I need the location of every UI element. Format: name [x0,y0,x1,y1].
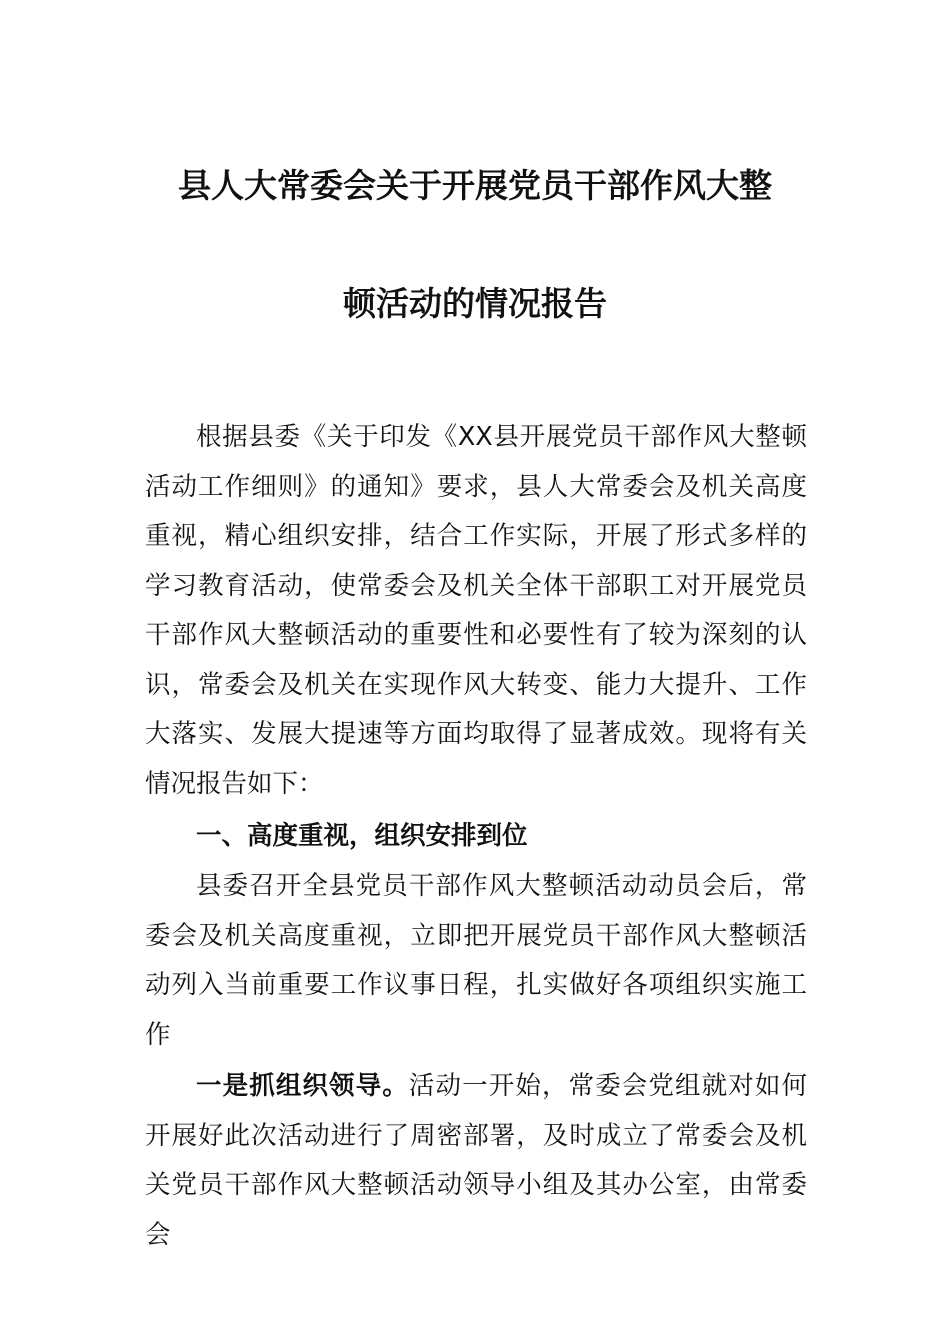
organization-paragraph-text: 活动一开始，常委会党组就对如何开展好此次活动进行了周密部署，及时成立了常委会及机关党员干部作风大整顿活动领导小组及其办公室，由常委会 [145,1071,807,1250]
intro-paragraph-block [145,413,807,809]
section-1-paragraph-block [145,862,807,1060]
document-title-line-1: 县人大常委会关于开展党员干部作风大整 [178,166,772,205]
section-heading-1: 一、高度重视，组织安排到位 [196,821,528,851]
intro-paragraph: 根据县委《关于印发《XX县开展党员干部作风大整顿活动工作细则》的通知》要求，县人大常委会及机关高度重视，精心组织安排，结合工作实际，开展了形式多样的学习教育活动，使常委会及机关全体干部职工对开展党员干部作风大整顿活动的重要性和必要性有了较为深刻的认识，常委会及机关在实现作风大转变、能力大提升、工作大落实、发展大提速等方面均取得了显著成效。现将有关情况报告如下： [145,422,807,799]
document-title-line-2: 顿活动的情况报告 [343,284,607,323]
organization-paragraph-lead: 一是抓组织领导。 [196,1071,409,1101]
organization-paragraph-block [145,1062,807,1260]
section-1-paragraph: 县委召开全县党员干部作风大整顿活动动员会后，常委会及机关高度重视，立即把开展党员干部作风大整顿活动列入当前重要工作议事日程，扎实做好各项组织实施工作 [145,871,807,1050]
organization-paragraph [145,1062,807,1260]
